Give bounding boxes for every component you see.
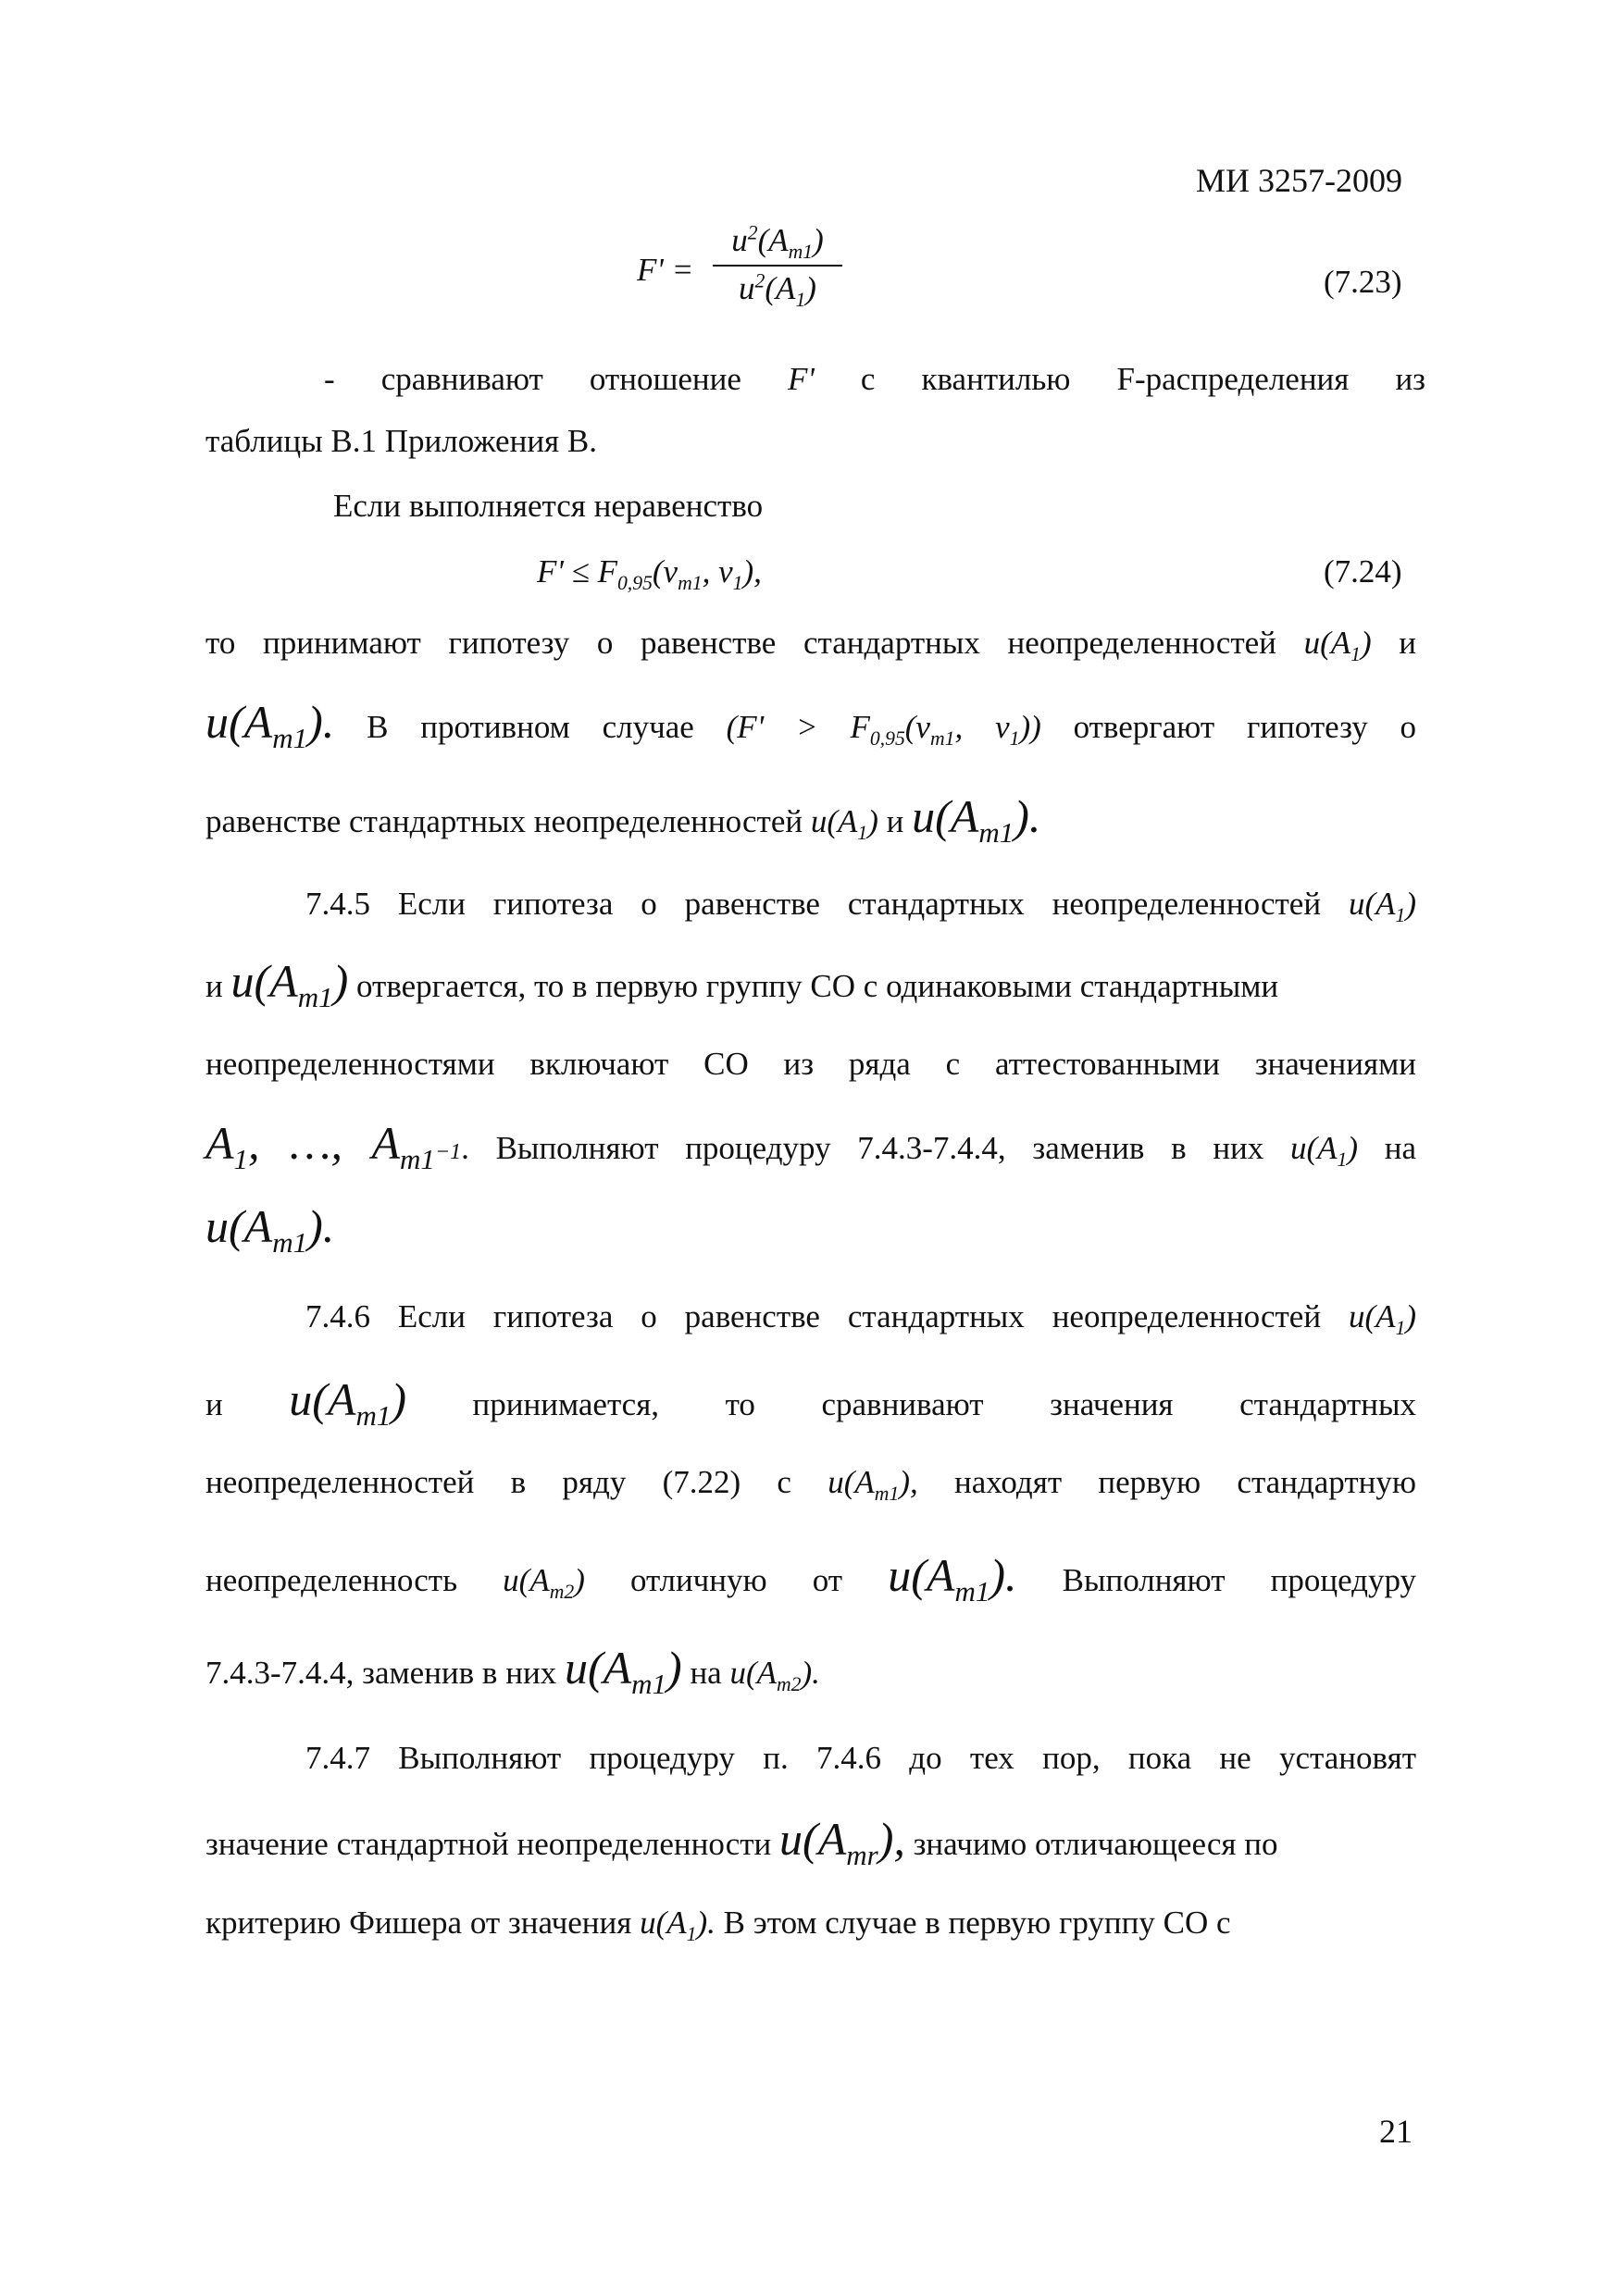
formula-7-23-lhs: F' = (637, 252, 694, 288)
section-7-4-6-line-2: и $u(A_{m1})$ принимается, то сравнивают значения стандартных (205, 1373, 1417, 1432)
paragraph-compare-line-1: - сравнивают отношение F' с квантилью F-распределения из (324, 361, 1425, 397)
section-7-4-5-line-4: $A_1$, …, $A_{m1}-1$. Выполняют процедуру 7.4.3-7.4.4, заменив в них $u(A_1)$ на (205, 1117, 1416, 1175)
section-7-4-6-line-5: 7.4.3-7.4.4, заменив в них $u(A_{m1})$ на $u(A_{m2})$. (205, 1642, 820, 1700)
paragraph-accept-line-2: $u(A_{m1})$. В противном случае ($F' > F_{0,95}(\nu_{m1}$, $\nu_1$)) отвергают гипотезу о (205, 696, 1417, 754)
formula-7-24-number: (7.24) (1324, 553, 1402, 590)
paragraph-inequality-intro: Если выполняется неравенство (333, 488, 764, 524)
section-7-4-6-line-3: неопределенностей в ряду (7.22) с $u(A_{m1})$, находят первую стандартную (205, 1464, 1416, 1505)
fraction-numerator: $u^2(A_{m1})$ (731, 221, 824, 263)
section-7-4-7-line-1: 7.4.7 Выполняют процедуру п. 7.4.6 до тех пор, пока не установят (305, 1740, 1416, 1776)
paragraph-compare-line-2: таблицы В.1 Приложения В. (205, 423, 597, 459)
formula-7-23-number: (7.23) (1324, 264, 1402, 300)
section-7-4-6-line-4: неопределенность $u(A_{m2})$ отличную от $u(A_{m1})$. Выполняют процедуру (205, 1549, 1417, 1607)
section-7-4-5-line-3: неопределенностями включают СО из ряда с аттестованными значениями (205, 1046, 1416, 1082)
page-number: 21 (1379, 2113, 1413, 2150)
paragraph-accept-line-1: то принимают гипотезу о равенстве стандартных неопределенностей $u(A_1)$ и (205, 625, 1416, 665)
section-7-4-6-line-1: 7.4.6 Если гипотеза о равенстве стандартных неопределенностей $u(A_1)$ (305, 1298, 1416, 1339)
section-7-4-7-line-2: значение стандартной неопределенности $u(A_{mr})$, значимо отличающееся по (205, 1813, 1278, 1871)
section-7-4-5-line-2: и $u(A_{m1})$ отвергается, то в первую группу СО с одинаковыми стандартными (205, 955, 1279, 1013)
fraction-denominator: $u^2(A_1)$ (739, 269, 816, 311)
formula-7-23-fraction (713, 221, 842, 311)
paragraph-accept-line-3: равенстве стандартных неопределенностей $u(A_1)$ и $u(A_{m1})$. (205, 790, 1041, 849)
document-code: МИ 3257-2009 (1196, 162, 1402, 199)
section-7-4-7-line-3: критерию Фишера от значения $u(A_1)$. В этом случае в первую группу СО с (205, 1905, 1231, 1945)
section-7-4-5-line-5: $u(A_{m1})$. (205, 1200, 335, 1259)
section-7-4-5-line-1: 7.4.5 Если гипотеза о равенстве стандартных неопределенностей $u(A_1)$ (305, 886, 1416, 926)
formula-7-24: $F' \le F_{0,95}(\nu_{m1}$, $\nu_1$), (537, 553, 762, 594)
